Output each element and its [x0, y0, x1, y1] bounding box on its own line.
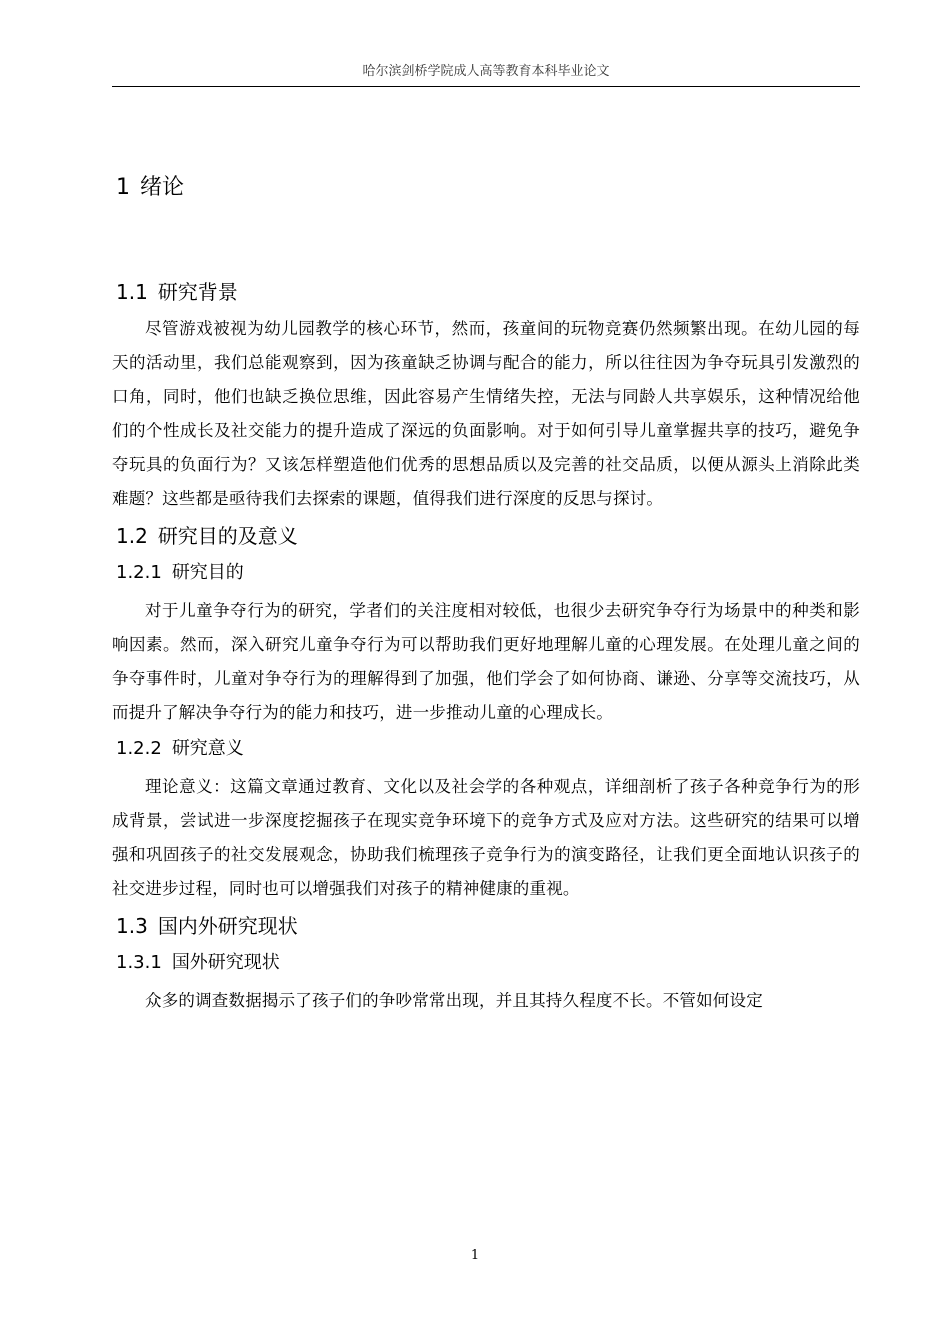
section-heading-1-1 [116, 276, 860, 308]
subsection-heading-1-3-1 [116, 948, 860, 978]
section-title: 研究目的及意义 [157, 524, 298, 548]
section-number: 1.1 [116, 280, 148, 304]
page-header: 哈尔滨剑桥学院成人高等教育本科毕业论文 [362, 64, 610, 79]
subsection-title: 研究意义 [171, 738, 244, 759]
section-title: 研究背景 [157, 280, 238, 304]
subsection-number: 1.2.2 [116, 738, 162, 759]
chapter-heading [116, 168, 860, 208]
section-number: 1.3 [116, 914, 148, 938]
subsection-number: 1.2.1 [116, 562, 162, 583]
section-heading-1-2 [116, 520, 860, 552]
document-body [112, 168, 860, 1018]
paragraph-research-background: 尽管游戏被视为幼儿园教学的核心环节，然而，孩童间的玩物竞赛仍然频繁出现。在幼儿园的每天的活动里，我们总能观察到，因为孩童缺乏协调与配合的能力，所以往往因为争夺玩具引发激烈的口角，同时，他们也缺乏换位思维，因此容易产生情绪失控，无法与同龄人共享娱乐，这种情况给他们的个性成长及社交能力的提升造成了深远的负面影响。对于如何引导儿童掌握共享的技巧，避免争夺玩具的负面行为？又该怎样塑造他们优秀的思想品质以及完善的社交品质，以便从源头上消除此类难题？这些都是亟待我们去探索的课题，值得我们进行深度的反思与探讨。 [112, 319, 860, 508]
section-title: 国内外研究现状 [157, 914, 298, 938]
paragraph-research-significance: 理论意义：这篇文章通过教育、文化以及社会学的各种观点，详细剖析了孩子各种竞争行为的形成背景，尝试进一步深度挖掘孩子在现实竞争环境下的竞争方式及应对方法。这些研究的结果可以增强和巩固孩子的社交发展观念，协助我们梳理孩子竞争行为的演变路径，让我们更全面地认识孩子的社交进步过程，同时也可以增强我们对孩子的精神健康的重视。 [112, 777, 860, 898]
subsection-title: 研究目的 [171, 562, 244, 583]
paragraph-research-purpose: 对于儿童争夺行为的研究，学者们的关注度相对较低，也很少去研究争夺行为场景中的种类和影响因素。然而，深入研究儿童争夺行为可以帮助我们更好地理解儿童的心理发展。在处理儿童之间的争夺事件时，儿童对争夺行为的理解得到了加强，他们学会了如何协商、谦逊、分享等交流技巧，从而提升了解决争夺行为的能力和技巧，进一步推动儿童的心理成长。 [112, 601, 860, 722]
chapter-number: 1 [116, 175, 130, 200]
section-heading-1-3 [116, 910, 860, 942]
subsection-title: 国外研究现状 [171, 952, 280, 973]
subsection-heading-1-2-1 [116, 558, 860, 588]
header-divider [112, 86, 860, 87]
subsection-heading-1-2-2 [116, 734, 860, 764]
section-number: 1.2 [116, 524, 148, 548]
chapter-title: 绪论 [140, 175, 185, 200]
paragraph-foreign-research: 众多的调查数据揭示了孩子们的争吵常常出现，并且其持久程度不长。不管如何设定 [145, 991, 763, 1010]
page-number: 1 [470, 1248, 480, 1263]
subsection-number: 1.3.1 [116, 952, 162, 973]
